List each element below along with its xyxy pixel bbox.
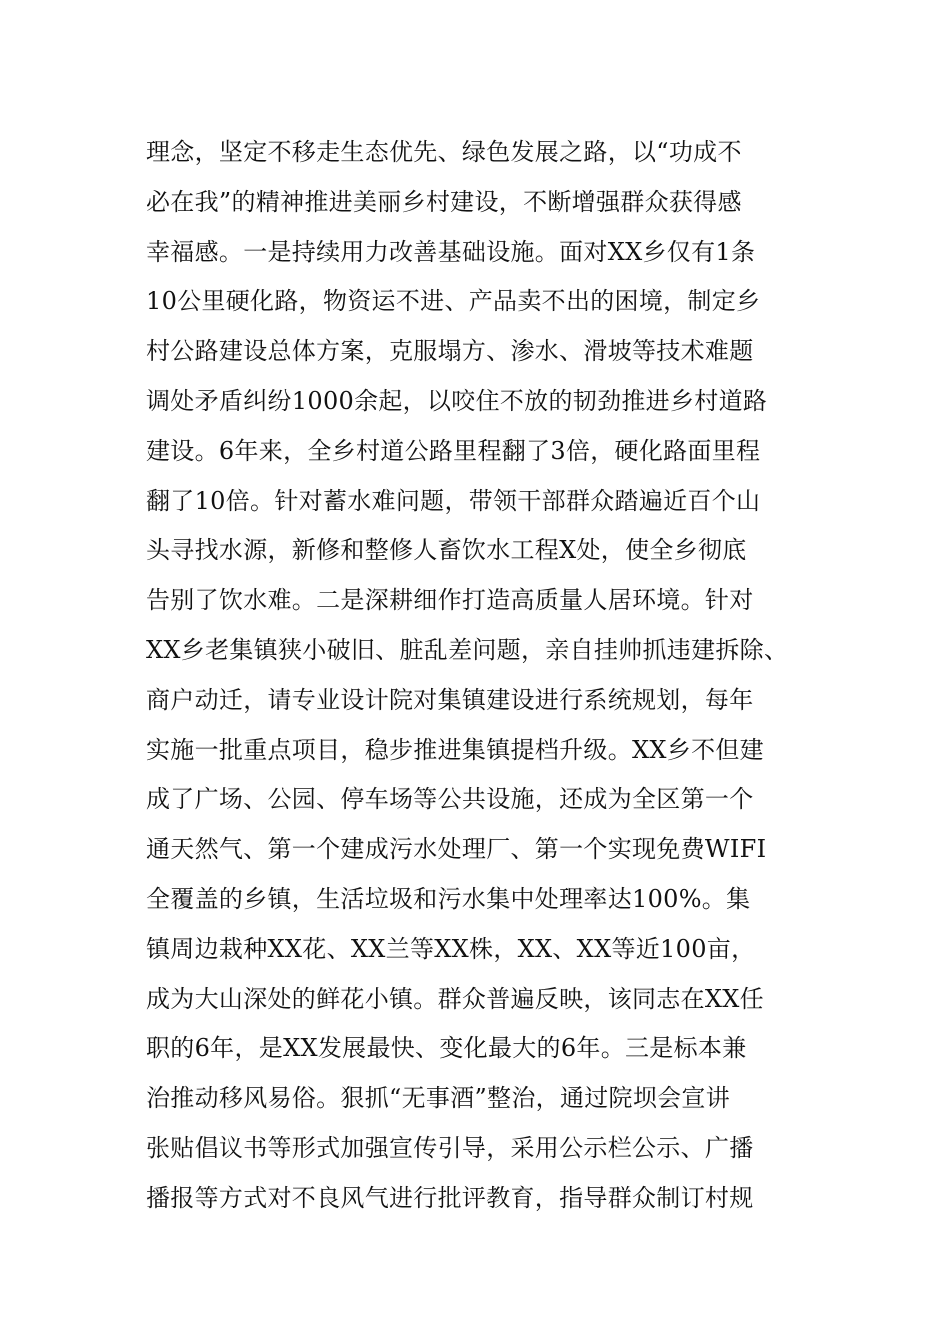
text-line: 调处矛盾纠纷1000余起，以咬住不放的韧劲推进乡村道路 [146, 386, 768, 415]
text-line: 商户动迁，请专业设计院对集镇建设进行系统规划，每年 [146, 685, 754, 714]
text-line: 幸福感。一是持续用力改善基础设施。面对XX乡仅有1条 [146, 237, 756, 266]
text-line: 翻了10倍。针对蓄水难问题，带领干部群众踏遍近百个山 [146, 486, 761, 515]
text-line: 10公里硬化路，物资运不进、产品卖不出的困境，制定乡 [146, 287, 761, 316]
text-line: 镇周边栽种XX花、XX兰等XX株，XX、XX等近100亩， [146, 934, 756, 963]
text-line: 村公路建设总体方案，克服塌方、渗水、滑坡等技术难题 [146, 337, 754, 366]
text-line: 成了广场、公园、停车场等公共设施，还成为全区第一个 [146, 785, 754, 814]
text-line: 全覆盖的乡镇，生活垃圾和污水集中处理率达100%。集 [146, 884, 751, 913]
text-line: 播报等方式对不良风气进行批评教育，指导群众制订村规 [146, 1183, 754, 1212]
text-line: 实施一批重点项目，稳步推进集镇提档升级。XX乡不但建 [146, 735, 764, 764]
text-line: 理念，坚定不移走生态优先、绿色发展之路，以“功成不 [146, 138, 742, 166]
text-line: 治推动移风易俗。狠抓“无事酒”整治，通过院坝会宣讲 [146, 1084, 731, 1113]
text-line: 告别了饮水难。二是深耕细作打造高质量人居环境。针对 [146, 586, 754, 615]
text-line: 头寻找水源，新修和整修人畜饮水工程X处，使全乡彻底 [146, 536, 747, 565]
text-line: XX乡老集镇狭小破旧、脏乱差问题，亲自挂帅抓违建拆除、 [146, 635, 789, 664]
body-paragraph [146, 128, 826, 1224]
text-line: 张贴倡议书等形式加强宣传引导，采用公示栏公示、广播 [146, 1133, 754, 1162]
text-line: 建设。6年来，全乡村道公路里程翻了3倍，硬化路面里程 [146, 436, 761, 465]
text-line: 职的6年，是XX发展最快、变化最大的6年。三是标本兼 [146, 1034, 747, 1063]
text-line: 必在我”的精神推进美丽乡村建设，不断增强群众获得感 [146, 187, 742, 216]
text-line: 通天然气、第一个建成污水处理厂、第一个实现免费WIFI [146, 835, 767, 864]
text-line: 成为大山深处的鲜花小镇。群众普遍反映，该同志在XX任 [146, 984, 764, 1013]
